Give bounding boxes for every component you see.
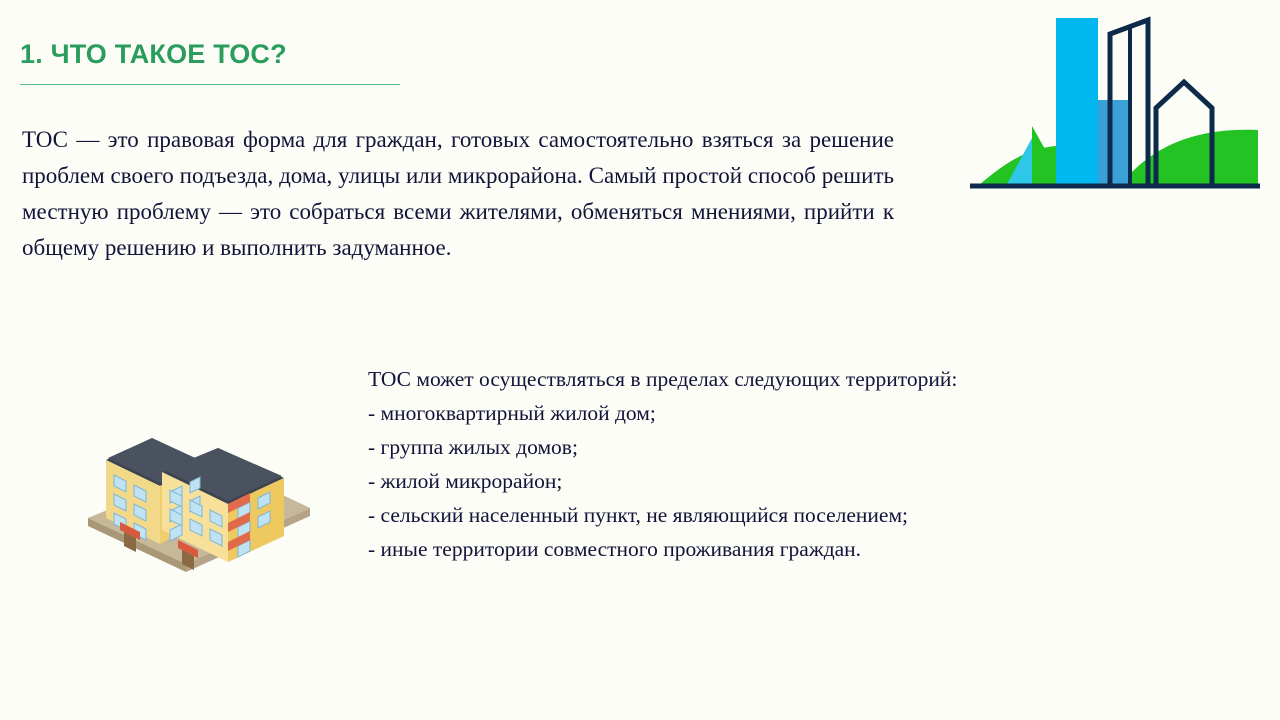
list-item: - иные территории совместного проживания граждан.: [368, 537, 862, 561]
title-block: [20, 40, 410, 85]
territories-block: [368, 362, 1198, 566]
title-underline-divider: [20, 84, 400, 85]
list-item: - жилой микрорайон;: [368, 469, 563, 493]
list-item: - группа жилых домов;: [368, 435, 578, 459]
list-item: - многоквартирный жилой дом;: [368, 401, 656, 425]
city-skyline-logo: [970, 8, 1260, 198]
page-title: 1. ЧТО ТАКОЕ ТОС?: [20, 39, 287, 69]
list-item: - сельский населенный пункт, не являющийся поселением;: [368, 503, 909, 527]
isometric-apartment-building-illustration: [78, 368, 328, 578]
intro-paragraph: ТОС — это правовая форма для граждан, готовых самостоятельно взяться за решение проблем своего подъезда, дома, улицы или микрорайона. Самый простой способ решить местную проблему — это собраться всеми жителями, обменяться мнениями, прийти к общему решению и выполнить задуманное.: [22, 127, 894, 260]
territories-list: [368, 396, 1198, 566]
territories-lead: ТОС может осуществляться в пределах следующих территорий:: [368, 367, 958, 391]
